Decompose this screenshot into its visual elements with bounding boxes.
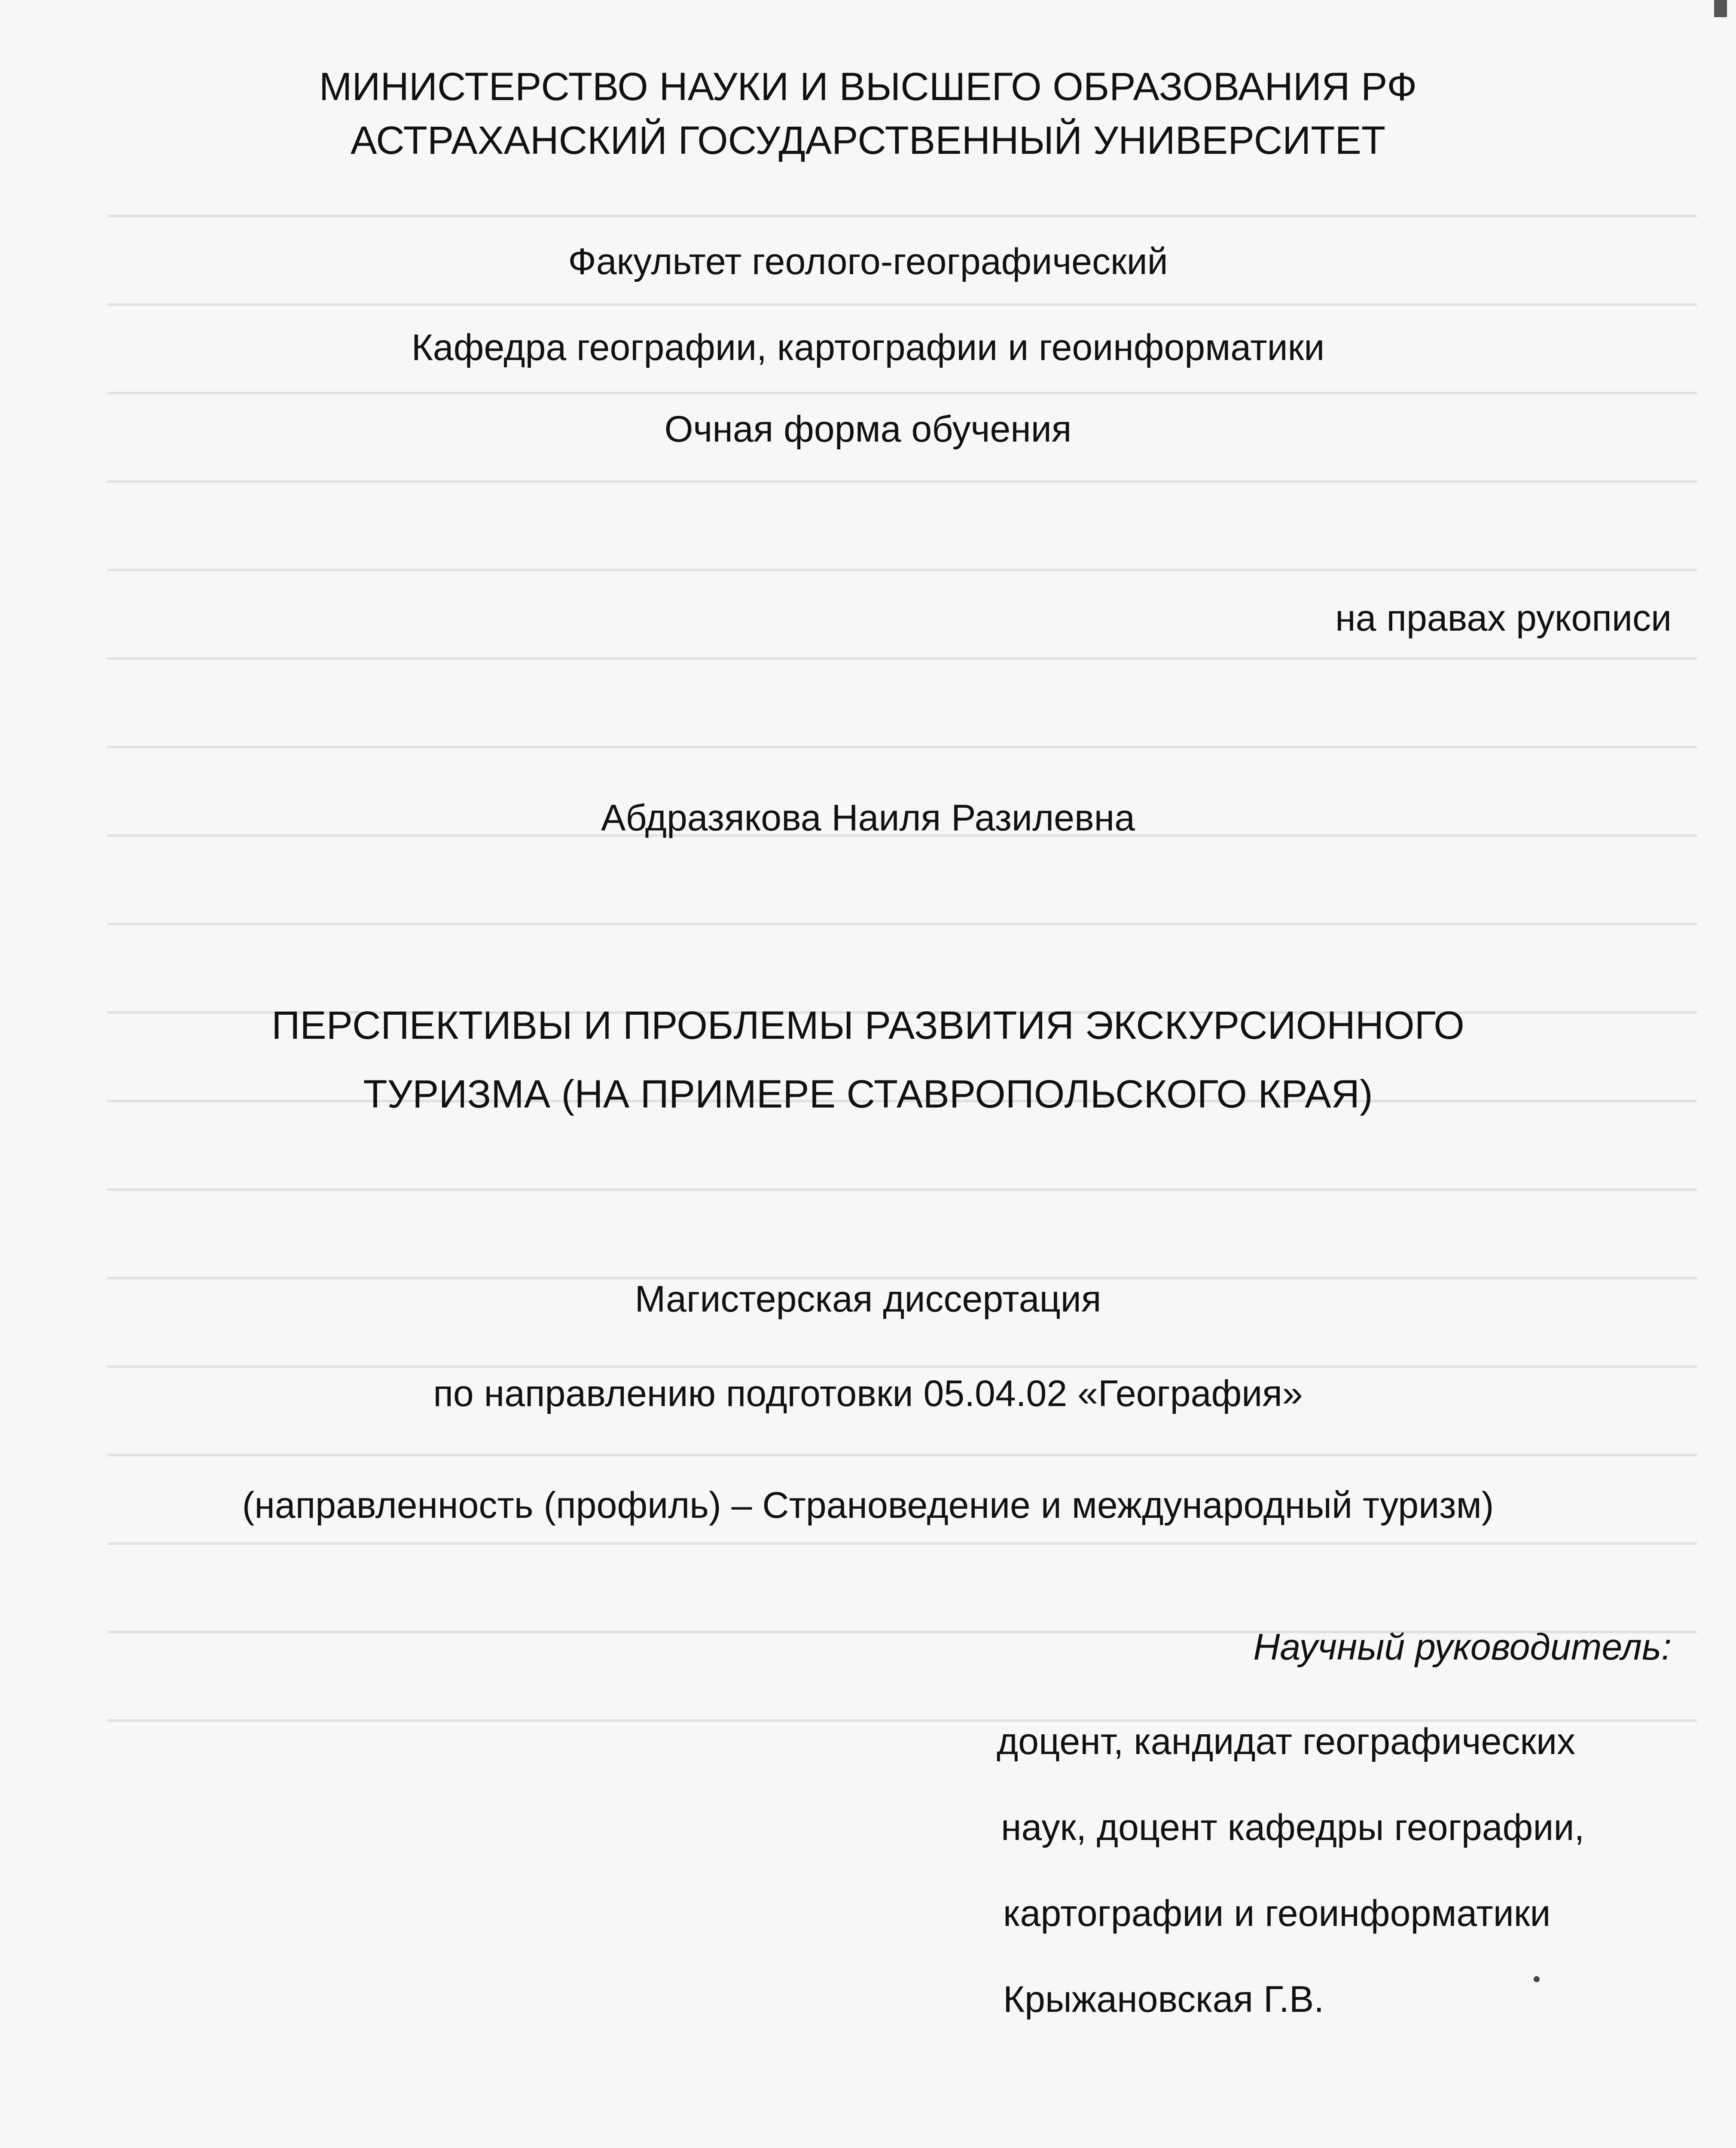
direction-line: по направлению подготовки 05.04.02 «География» bbox=[433, 1373, 1303, 1414]
scan-mark bbox=[1714, 0, 1727, 17]
bleed-row bbox=[107, 483, 1697, 571]
bleed-row bbox=[107, 660, 1697, 748]
faculty-line: Факультет геолого-географический bbox=[568, 241, 1168, 282]
scan-speck bbox=[1534, 1976, 1540, 1982]
bleed-row bbox=[107, 925, 1697, 1014]
study-form-line: Очная форма обучения bbox=[664, 409, 1072, 450]
bleed-row bbox=[107, 1545, 1697, 1633]
ministry-heading: МИНИСТЕРСТВО НАУКИ И ВЫСШЕГО ОБРАЗОВАНИЯ РФ bbox=[319, 65, 1417, 109]
manuscript-note: на правах рукописи bbox=[1335, 598, 1672, 639]
supervisor-line-1: доцент, кандидат географических bbox=[997, 1721, 1575, 1762]
bleed-row bbox=[107, 837, 1697, 925]
thesis-title-line-1: ПЕРСПЕКТИВЫ И ПРОБЛЕМЫ РАЗВИТИЯ ЭКСКУРСИОННОГО bbox=[272, 1004, 1464, 1047]
bleed-row bbox=[107, 1191, 1697, 1279]
department-line: Кафедра географии, картографии и геоинформатики bbox=[411, 327, 1325, 368]
university-heading: АСТРАХАНСКИЙ ГОСУДАРСТВЕННЫЙ УНИВЕРСИТЕТ bbox=[350, 119, 1386, 162]
supervisor-line-2: наук, доцент кафедры географии, bbox=[1001, 1807, 1585, 1848]
profile-line: (направленность (профиль) – Страноведение и международный туризм) bbox=[242, 1485, 1494, 1526]
supervisor-line-3: картографии и геоинформатики bbox=[1003, 1893, 1551, 1934]
author-name: Абдразякова Наиля Разилевна bbox=[601, 797, 1135, 839]
thesis-title-line-2: ТУРИЗМА (НА ПРИМЕРЕ СТАВРОПОЛЬСКОГО КРАЯ) bbox=[363, 1072, 1373, 1116]
supervisor-label: Научный руководитель: bbox=[1253, 1626, 1672, 1668]
work-type: Магистерская диссертация bbox=[635, 1278, 1101, 1320]
supervisor-name: Крыжановская Г.В. bbox=[1003, 1979, 1324, 2020]
